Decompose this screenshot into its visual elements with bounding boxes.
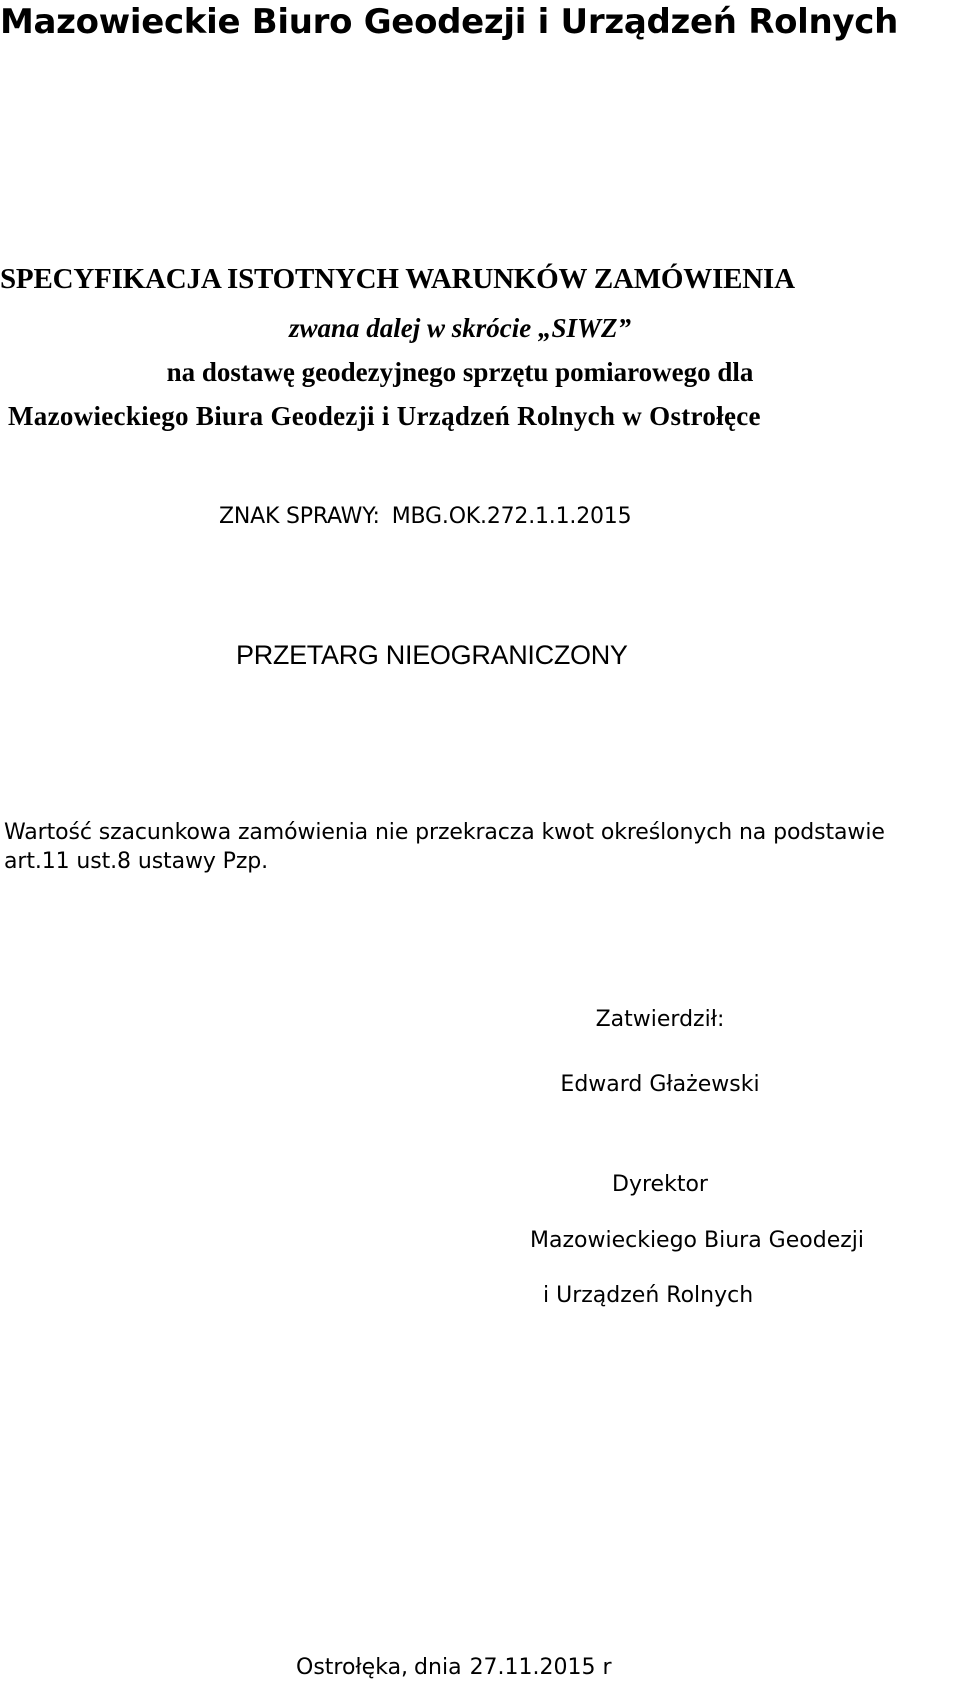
value-statement: Wartość szacunkowa zamówienia nie przekracza kwot określonych na podstawie art.11 ust.8 ustawy Pzp. <box>4 820 885 874</box>
organization-header: Mazowieckie Biuro Geodezji i Urządzeń Rolnych <box>0 2 899 42</box>
date-label: dnia <box>414 1655 462 1680</box>
document-title: SPECYFIKACJA ISTOTNYCH WARUNKÓW ZAMÓWIENIA <box>0 263 795 295</box>
place-and-date <box>296 1655 612 1680</box>
document-recipient-line: Mazowieckiego Biura Geodezji i Urządzeń Rolnych w Ostrołęce <box>8 401 761 431</box>
document-subtitle-abbreviation: zwana dalej w skrócie „SIWZ” <box>288 313 632 343</box>
case-number-value: MBG.OK.272.1.1.2015 <box>391 504 632 529</box>
signature-approved-label: Zatwierdził: <box>595 1007 725 1032</box>
date-value: 27.11.2015 r <box>469 1655 612 1680</box>
case-number <box>219 504 631 529</box>
signature-name: Edward Głażewski <box>560 1072 760 1097</box>
signature-organization-line1: Mazowieckiego Biura Geodezji <box>530 1228 864 1253</box>
place-name: Ostrołęka, <box>296 1655 409 1680</box>
signature-title: Dyrektor <box>612 1172 708 1197</box>
case-number-label: ZNAK SPRAWY: <box>219 504 380 529</box>
procedure-type: PRZETARG NIEOGRANICZONY <box>236 640 628 670</box>
document-subject-line: na dostawę geodezyjnego sprzętu pomiarowego dla <box>166 357 754 387</box>
signature-organization-line2: i Urządzeń Rolnych <box>543 1283 754 1308</box>
